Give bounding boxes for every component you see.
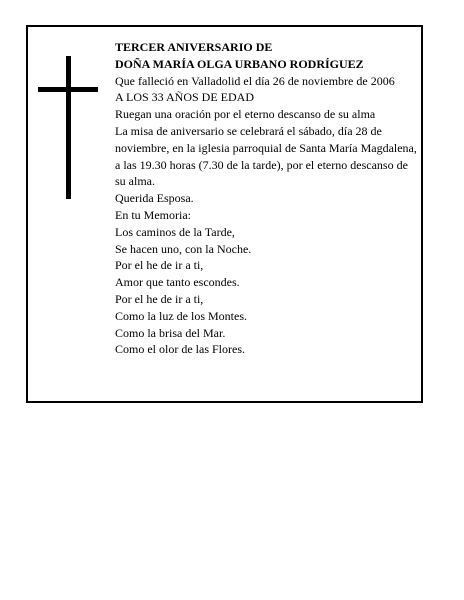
poem-line: Como la luz de los Montes.	[115, 308, 247, 323]
notice-text	[115, 39, 420, 358]
poem-line: Como la brisa del Mar.	[115, 325, 226, 340]
death-info: Que falleció en Valladolid el día 26 de noviembre de 2006	[115, 73, 395, 88]
poem-line: Por el he de ir a ti,	[115, 258, 204, 273]
poem-line: Como el olor de las Flores.	[115, 342, 245, 357]
dedication: Querida Esposa.	[115, 191, 194, 206]
deceased-name: DOÑA MARÍA OLGA URBANO RODRÍGUEZ	[115, 56, 364, 71]
mass-info: La misa de aniversario se celebrará el sábado, día 28 de noviembre, en la iglesia parroquial de Santa María Magdalena, a las 19.30 horas (7.30 de la tarde), por el eterno descanso de su alma.	[115, 123, 417, 189]
poem-line: Amor que tanto escondes.	[115, 275, 240, 290]
poem-line: Por el he de ir a ti,	[115, 291, 204, 306]
notice-title: TERCER ANIVERSARIO DE	[115, 40, 273, 54]
memory-heading: En tu Memoria:	[115, 207, 191, 222]
obituary-notice	[26, 25, 423, 403]
poem-line: Los caminos de la Tarde,	[115, 224, 235, 239]
prayer-request: Ruegan una oración por el eterno descanso de su alma	[115, 107, 376, 122]
age-info: A LOS 33 AÑOS DE EDAD	[115, 90, 255, 105]
poem-line: Se hacen uno, con la Noche.	[115, 241, 252, 256]
cross-icon	[38, 56, 98, 199]
